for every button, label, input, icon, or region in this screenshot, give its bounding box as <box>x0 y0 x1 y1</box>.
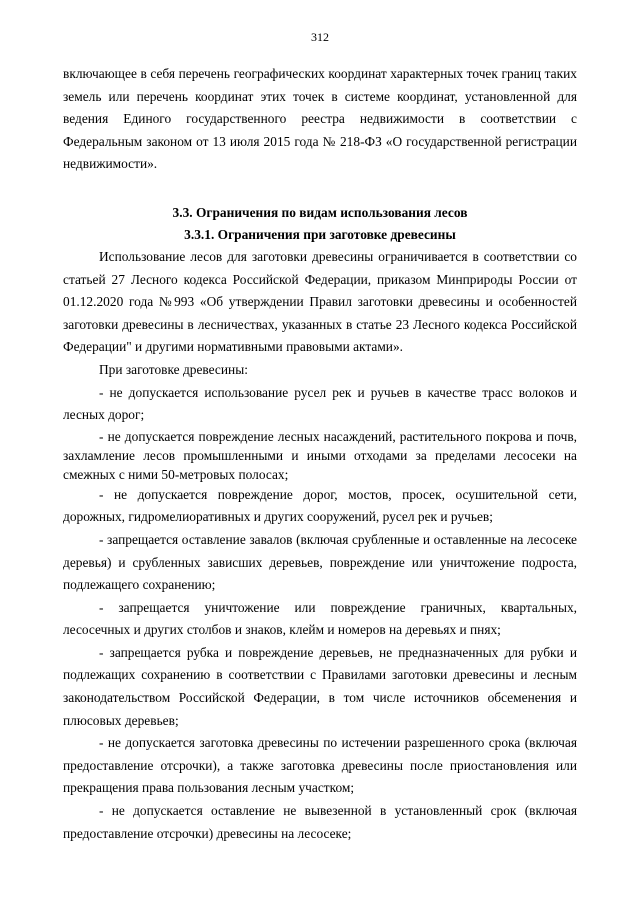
page-body <box>63 63 577 845</box>
list-item: - не допускается заготовка древесины по истечении разрешенного срока (включая предоставление отсрочки), а также заготовка древесины после приостановления или прекращения права пользования лесным участком; <box>63 735 577 796</box>
list-item: - запрещается уничтожение или повреждение граничных, квартальных, лесосечных и других столбов и знаков, клейм и номеров на деревьях и пнях; <box>63 599 577 638</box>
page-number: 312 <box>311 30 329 44</box>
paragraph-1: Использование лесов для заготовки древесины ограничивается в соответствии со статьей 27 Лесного кодекса Российской Федерации, приказом Минприроды России от 01.12.2020 года №993 «Об утверждении Правил заготовки древесины и особенностей заготовки древесины в лесничествах, указанных в статье 23 Лесного кодекса Российской Федерации" и другими нормативными правовыми актами». <box>63 248 577 355</box>
subsection-heading: 3.3.1. Ограничения при заготовке древесины <box>184 226 456 242</box>
list-item: - не допускается использование русел рек и ручьев в качестве трасс волоков и лесных дорог; <box>63 384 577 423</box>
section-heading: 3.3. Ограничения по видам использования лесов <box>172 204 468 220</box>
intro-paragraph: включающее в себя перечень географических координат характерных точек границ таких земель или перечень координат этих точек в системе координат, установленной для ведения Единого государственного реестра недвижимости в соответствии с Федеральным законом от 13 июля 2015 года № 218-ФЗ «О государственной регистрации недвижимости». <box>63 66 577 172</box>
list-item: - не допускается оставление не вывезенной в установленный срок (включая предоставление отсрочки) древесины на лесосеке; <box>63 803 577 841</box>
list-item: - запрещается рубка и повреждение деревьев, не предназначенных для рубки и подлежащих сохранению в соответствии с Правилами заготовки древесины и лесным законодательством Российской Федерации, в том числе источников обсеменения и плюсовых деревьев; <box>63 644 577 728</box>
lead-in: При заготовке древесины: <box>99 361 248 377</box>
list-item: - не допускается повреждение дорог, мостов, просек, осушительной сети, дорожных, гидромелиоративных и других сооружений, русел рек и ручьев; <box>63 486 577 525</box>
list-item: - не допускается повреждение лесных насаждений, растительного покрова и почв, захламление лесов промышленными и иными отходами за пределами лесосеки на смежных с ними 50-метровых полосах; <box>63 428 577 482</box>
list-item: - запрещается оставление завалов (включая срубленные и оставленные на лесосеке деревья) и срубленных зависших деревьев, повреждение или уничтожение подроста, подлежащего сохранению; <box>63 531 577 593</box>
